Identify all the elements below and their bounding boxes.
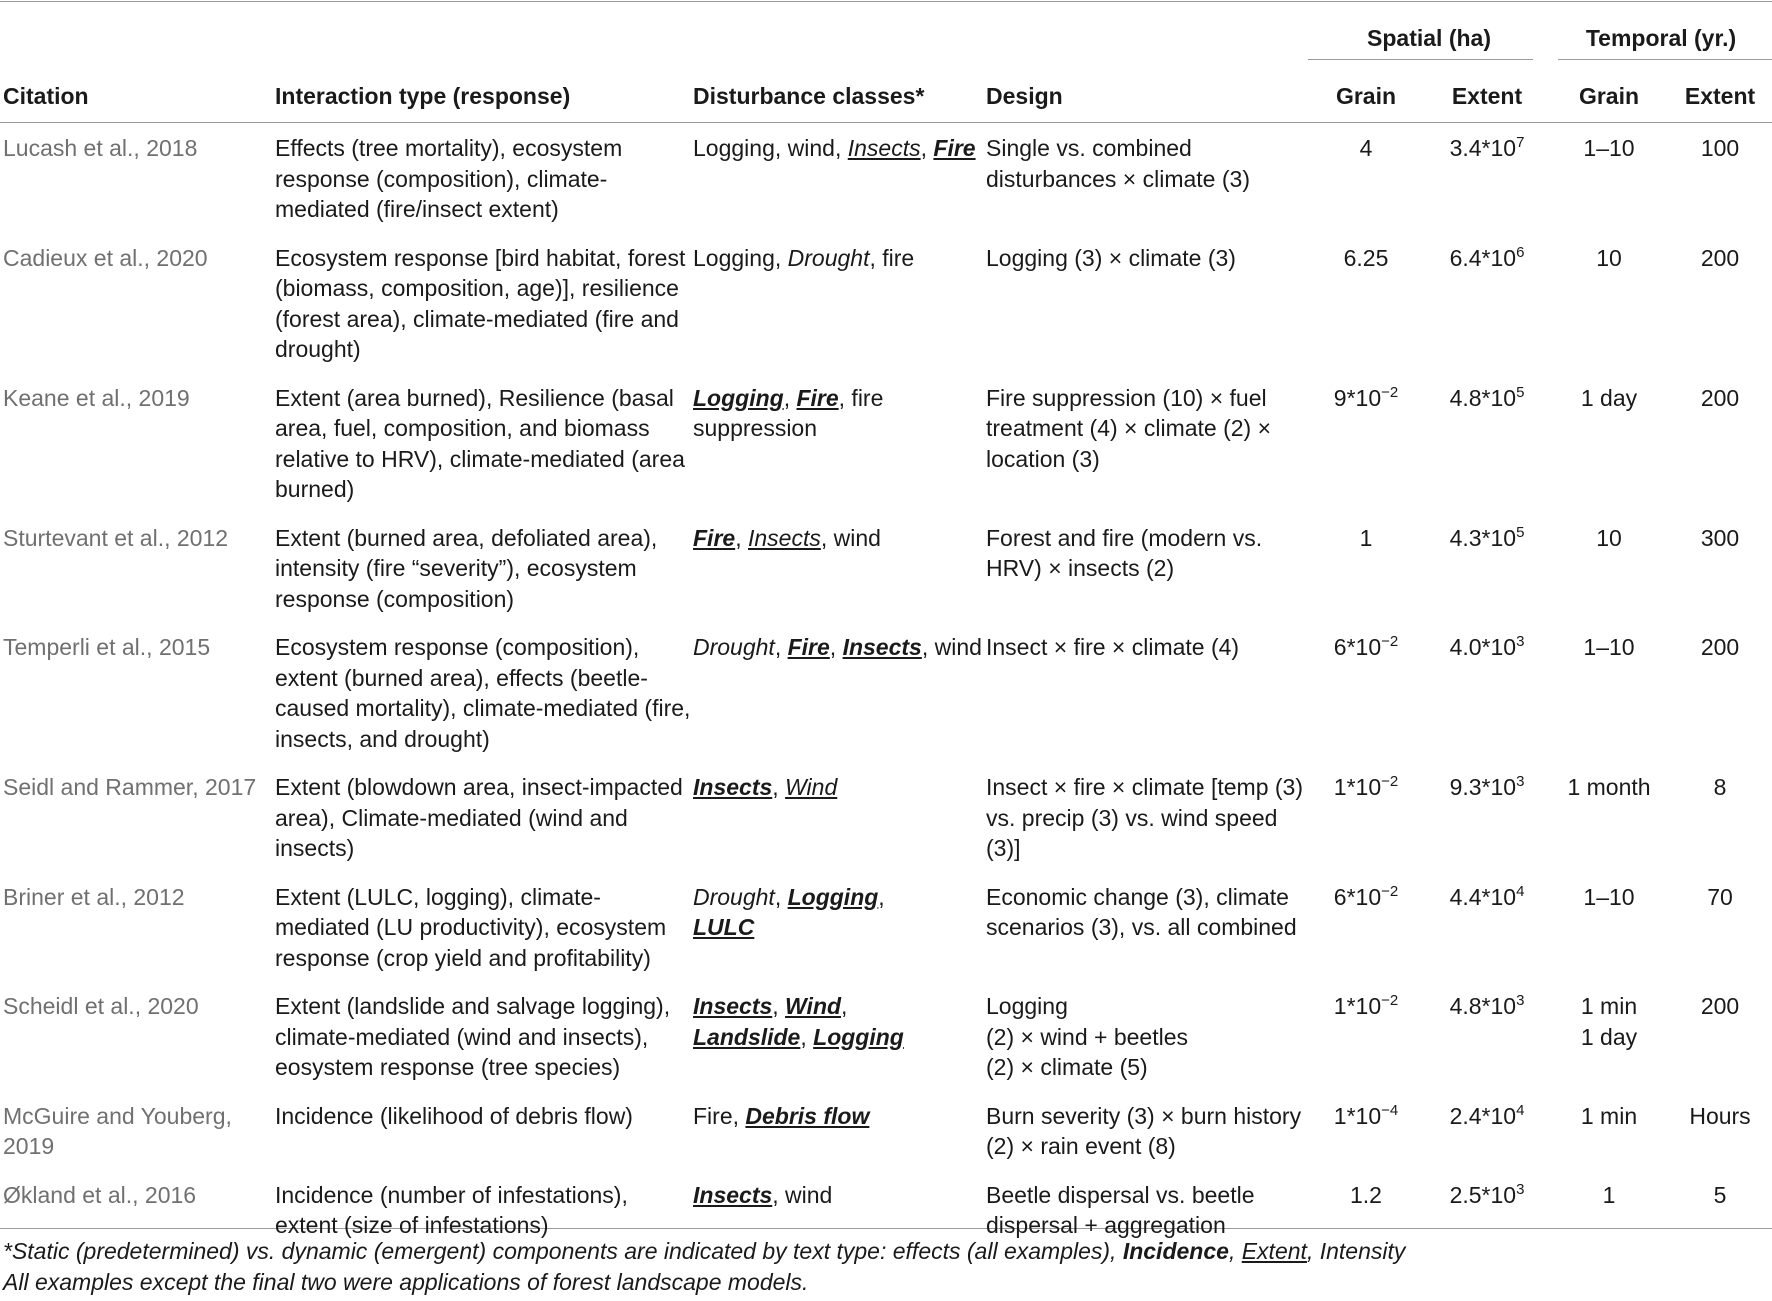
temporal-grain-cell: 1 min (1580, 1102, 1638, 1129)
citation-cell: Keane et al., 2019 (3, 384, 190, 411)
interaction-cell: Extent (landslide and salvage logging), climate-mediated (wind and insects), eosystem response (tree species) (275, 993, 671, 1080)
table-row (0, 372, 1772, 512)
disturbance-cell: Insects, Wind (693, 774, 838, 800)
design-cell: Single vs. combined disturbances × climate (3) (986, 135, 1250, 192)
spatial-grain-cell: $1*10^{-2}$ (1333, 992, 1399, 1019)
disturbance-cell: Logging, wind, Insects, Fire (693, 135, 976, 161)
temporal-grain-cell: 1–10 (1583, 883, 1635, 910)
spatial-extent-cell: $4.0*10^3$ (1449, 633, 1525, 660)
spatial-grain-cell: 4 (1359, 135, 1373, 161)
temporal-grain-cell: 1 month (1567, 774, 1651, 800)
temporal-group-header: Temporal (yr.) (1585, 24, 1737, 51)
spatial-grain-cell: 6.25 (1343, 244, 1389, 271)
disturbance-cell: Logging, Fire, fire suppression (693, 384, 884, 441)
table-row (0, 980, 1772, 1090)
temporal-grain-header: Grain (1578, 82, 1640, 109)
spatial-grain-cell: 1.2 (1350, 1181, 1382, 1208)
spatial-extent-cell: $6.4*10^6$ (1449, 243, 1525, 271)
temporal-extent-cell: 8 (1713, 774, 1727, 800)
temporal-grain-cell: 10 (1596, 524, 1622, 551)
disturbance-cell: Insects, Wind, Landslide, Logging (693, 993, 904, 1050)
disturbance-cell: Insects, wind (693, 1181, 833, 1208)
design-cell: Burn severity (3) × burn history (2) × rain event (8) (986, 1102, 1302, 1159)
footnote-line-1: *Static (predetermined) vs. dynamic (emergent) components are indicated by text type: effects (all examples), Incidence, Extent, Intensity (3, 1238, 1406, 1264)
table-row (0, 512, 1772, 622)
table-row (0, 871, 1772, 981)
spatial-extent-cell: $4.8*10^3$ (1449, 992, 1525, 1019)
interaction-cell: Extent (burned area, defoliated area), intensity (fire “severity”), ecosystem response (composition) (275, 524, 658, 612)
citation-cell: Seidl and Rammer, 2017 (3, 774, 257, 800)
table-row (0, 761, 1772, 871)
temporal-extent-cell: 200 (1700, 634, 1740, 660)
citation-cell: Økland et al., 2016 (3, 1181, 197, 1208)
citation-cell: McGuire and Youberg, 2019 (3, 1102, 232, 1159)
spatial-extent-cell: $4.4*10^4$ (1449, 882, 1525, 910)
citation-cell: Cadieux et al., 2020 (3, 244, 208, 271)
disturbance-cell: Drought, Logging, LULC (693, 883, 885, 940)
table-row (0, 122, 1772, 232)
spatial-grain-cell: $6*10^{-2}$ (1333, 882, 1399, 910)
temporal-grain-cell: 1–10 (1583, 135, 1635, 161)
temporal-grain-cell: 1 day (1580, 384, 1638, 411)
interaction-cell: Ecosystem response [bird habitat, forest (biomass, composition, age)], resilience (forest area), climate-mediated (fire and drought) (275, 244, 686, 362)
temporal-extent-cell: 200 (1700, 384, 1740, 411)
citation-cell: Sturtevant et al., 2012 (3, 524, 229, 551)
spatial-group-header: Spatial (ha) (1367, 24, 1491, 51)
disturbance-header: Disturbance classes* (693, 82, 925, 109)
spatial-extent-header: Extent (1451, 82, 1523, 109)
disturbance-cell: Fire, Debris flow (693, 1102, 870, 1129)
design-cell: Economic change (3), climate scenarios (3), vs. all combined (986, 883, 1297, 940)
interaction-header: Interaction type (response) (275, 82, 571, 109)
interaction-cell: Effects (tree mortality), ecosystem response (composition), climate-mediated (fire/insect extent) (275, 135, 623, 222)
temporal-grain-cell: 1 min 1 day (1580, 993, 1638, 1050)
design-cell: Insect × fire × climate [temp (3) vs. precip (3) vs. wind speed (3)] (986, 774, 1304, 861)
temporal-extent-cell: 70 (1707, 883, 1733, 910)
spatial-grain-cell: $6*10^{-2}$ (1333, 633, 1399, 660)
spatial-grain-cell: $1*10^{-2}$ (1333, 773, 1399, 800)
citation-cell: Scheidl et al., 2020 (3, 993, 199, 1019)
citation-header: Citation (3, 82, 89, 109)
design-cell: Beetle dispersal vs. beetle dispersal + aggregation (986, 1181, 1255, 1238)
table-row (0, 232, 1772, 372)
design-cell: Insect × fire × climate (4) (986, 634, 1240, 660)
spatial-extent-cell: $2.5*10^3$ (1449, 1180, 1525, 1208)
interaction-cell: Incidence (number of infestations), extent (size of infestations) (275, 1181, 628, 1238)
table-row (0, 621, 1772, 761)
temporal-grain-cell: 1 (1602, 1181, 1616, 1208)
spatial-grain-cell: $9*10^{-2}$ (1333, 383, 1399, 411)
table-row (0, 1090, 1772, 1169)
temporal-extent-header: Extent (1684, 82, 1756, 109)
temporal-extent-cell: Hours (1689, 1102, 1751, 1129)
design-cell: Forest and fire (modern vs. HRV) × insects (2) (986, 524, 1263, 581)
citation-cell: Lucash et al., 2018 (3, 135, 198, 161)
interaction-cell: Extent (LULC, logging), climate-mediated (LU productivity), ecosystem response (crop yield and profitability) (275, 883, 667, 971)
temporal-extent-cell: 200 (1700, 244, 1740, 271)
spatial-extent-cell: $2.4*10^4$ (1449, 1101, 1525, 1129)
temporal-extent-cell: 300 (1700, 524, 1740, 551)
design-cell: Fire suppression (10) × fuel treatment (4) × climate (2) × location (3) (986, 384, 1272, 472)
spatial-extent-cell: $9.3*10^3$ (1449, 773, 1525, 800)
spatial-extent-cell: $3.4*10^7$ (1449, 134, 1525, 161)
spatial-grain-cell: $1*10^{-4}$ (1333, 1101, 1399, 1129)
interaction-cell: Ecosystem response (composition), extent (burned area), effects (beetle-caused mortality), climate-mediated (fire, insects, and drought) (275, 634, 691, 752)
temporal-extent-cell: 200 (1700, 993, 1740, 1019)
temporal-grain-cell: 1–10 (1583, 634, 1635, 660)
citation-cell: Temperli et al., 2015 (3, 634, 211, 660)
design-cell: Logging (2) × wind + beetles (2) × climate (5) (986, 993, 1189, 1080)
spatial-extent-cell: $4.8*10^5$ (1449, 383, 1525, 411)
citation-cell: Briner et al., 2012 (3, 883, 185, 910)
design-cell: Logging (3) × climate (3) (986, 244, 1236, 271)
interaction-cell: Extent (blowdown area, insect-impacted area), Climate-mediated (wind and insects) (275, 774, 683, 861)
spatial-extent-cell: $4.3*10^5$ (1449, 523, 1525, 551)
table-footnote (3, 1236, 1405, 1297)
temporal-grain-cell: 10 (1596, 244, 1622, 271)
footnote-line-2: All examples except the final two were applications of forest landscape models. (3, 1268, 809, 1295)
temporal-extent-cell: 100 (1700, 135, 1740, 161)
disturbance-cell: Fire, Insects, wind (693, 524, 881, 551)
design-header: Design (986, 82, 1063, 109)
interaction-cell: Extent (area burned), Resilience (basal area, fuel, composition, and biomass relative to HRV), climate-mediated (area burned) (275, 384, 685, 502)
spatial-grain-cell: 1 (1359, 524, 1373, 551)
spatial-grain-header: Grain (1335, 82, 1397, 109)
interaction-cell: Incidence (likelihood of debris flow) (275, 1102, 633, 1129)
temporal-extent-cell: 5 (1713, 1181, 1727, 1208)
disturbance-cell: Drought, Fire, Insects, wind (693, 634, 982, 660)
disturbance-cell: Logging, Drought, fire (693, 244, 915, 271)
